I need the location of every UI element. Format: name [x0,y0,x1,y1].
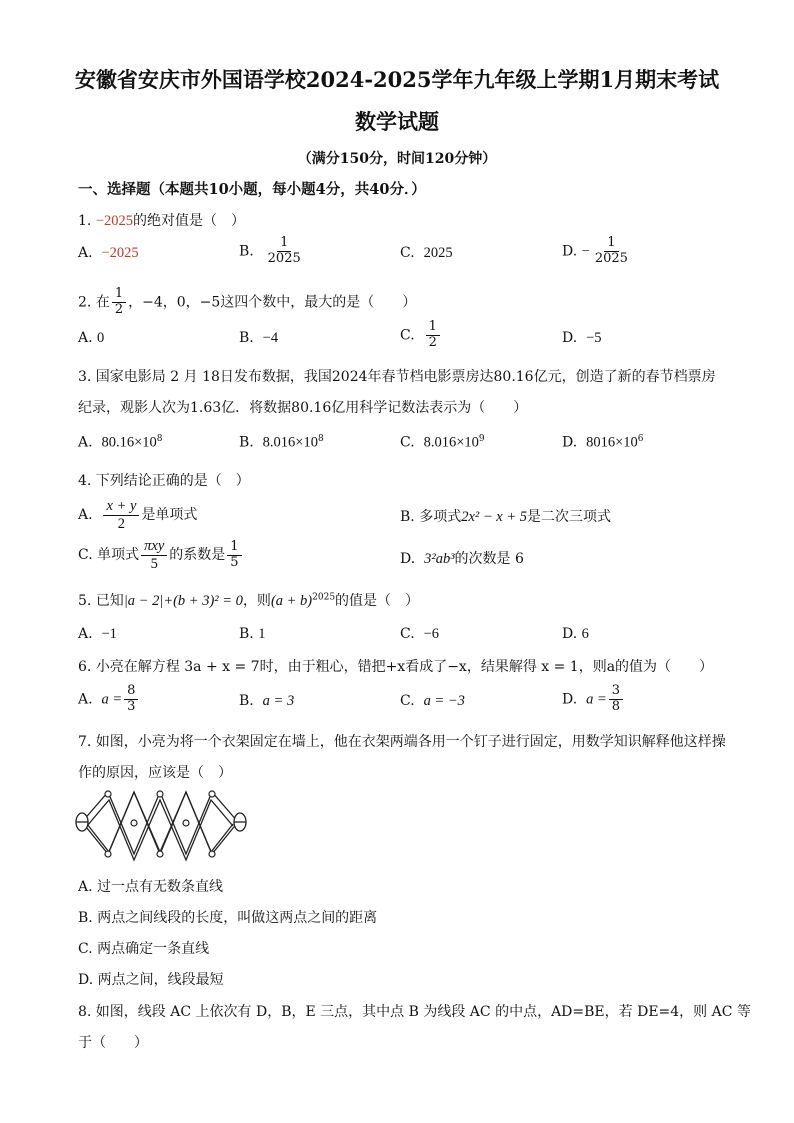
subject-title: 数学试题 [355,109,439,134]
question-8-line2: 于（ ） [78,1035,148,1051]
q3-option-d: D. $8016\times 10^6$ [562,434,644,451]
question-2: 2. 在 $\frac{1}{2}$ ，−4，0，−5这四个数中，最大的是（ ） [78,286,417,317]
q3-option-c: C. $8.016\times 10^9$ [400,434,485,451]
q1-option-d: D. − $\frac{1}{2025}$ [562,235,628,266]
exam-subtitle: （满分150分，时间120分钟） [297,151,497,167]
q6-option-c: C. a = −3 [400,693,465,709]
section-heading: 一、选择题（本题共10小题，每小题4分，共40分．） [78,181,426,198]
q3-option-b: B. $8.016\times 10^8$ [239,434,324,451]
q7-option-a: A. 过一点有无数条直线 [78,879,224,895]
q2-option-d: D. −5 [562,330,602,346]
q4-option-b: B. 多项式2x² − x + 5是二次三项式 [400,509,611,525]
question-1: 1. −2025的绝对值是（ ） [78,213,245,229]
q5-option-c: C. −6 [400,626,440,642]
q1-option-a: A. −2025 [78,245,139,261]
q5-option-a: A. −1 [78,626,117,642]
q4-option-c: C. 单项式 $\frac{\text{πxy}}{5}$ 的系数是 $\frac{1}{5}$ [78,538,244,572]
q3-option-a: A. $80.16\times 10^8$ [78,434,163,451]
question-7-line2: 作的原因，应该是（ ） [78,765,232,781]
question-3-line2: 纪录，观影人次为1.63亿．将数据80.16亿用科学记数法表示为（ ） [78,400,528,416]
q4-option-a: A. $\frac{x + y}{2}$ 是单项式 [78,498,198,532]
question-3-line1: 3. 国家电影局 2 月 18日发布数据，我国2024年春节档电影票房达80.16亿元，创造了新的春节档票房 [78,369,716,385]
q2-option-a: A. 0 [78,330,105,346]
q6-option-d: D. a = $\frac{3}{8}$ [562,684,625,715]
q7-option-c: C. 两点确定一条直线 [78,941,210,957]
q1-option-c: C. 2025 [400,245,453,261]
q7-option-b: B. 两点之间线段的长度，叫做这两点之间的距离 [78,910,378,926]
q6-option-b: B. a = 3 [239,693,295,709]
q5-option-b: B. 1 [239,626,266,642]
question-6: 6. 小亮在解方程 3a + x = 7时，由于粗心，错把+x看成了−x，结果解得 x = 1，则a的值为（ ） [78,659,714,675]
q7-option-d: D. 两点之间，线段最短 [78,972,224,988]
question-5: 5. 已知|a − 2|+(b + 3)² = 0，则$(a + b)^{2025}$的值是（ ） [78,592,420,609]
exam-title: 安徽省安庆市外国语学校2024-2025学年九年级上学期1月期末考试 [74,67,720,92]
q5-option-d: D. 6 [562,626,589,642]
q1-option-b: B. $\frac{1}{2025}$ [239,235,301,266]
q2-option-c: C. $\frac{1}{2}$ [400,320,442,351]
q4-option-d: D. 3²ab³的次数是 6 [400,551,524,567]
question-4: 4. 下列结论正确的是（ ） [78,473,250,489]
question-7-line1: 7. 如图，小亮为将一个衣架固定在墙上，他在衣架两端各用一个钉子进行固定，用数学知识解释他这样操 [78,734,726,750]
q2-option-b: B. −4 [239,330,279,346]
coat-rack-figure [74,786,250,864]
q6-option-a: A. a = $\frac{8}{3}$ [78,684,140,715]
question-8-line1: 8. 如图，线段 AC 上依次有 D，B，E 三点，其中点 B 为线段 AC 的中点，AD=BE，若 DE=4，则 AC 等 [78,1004,751,1020]
question-1-number: −2025 [95,213,133,229]
